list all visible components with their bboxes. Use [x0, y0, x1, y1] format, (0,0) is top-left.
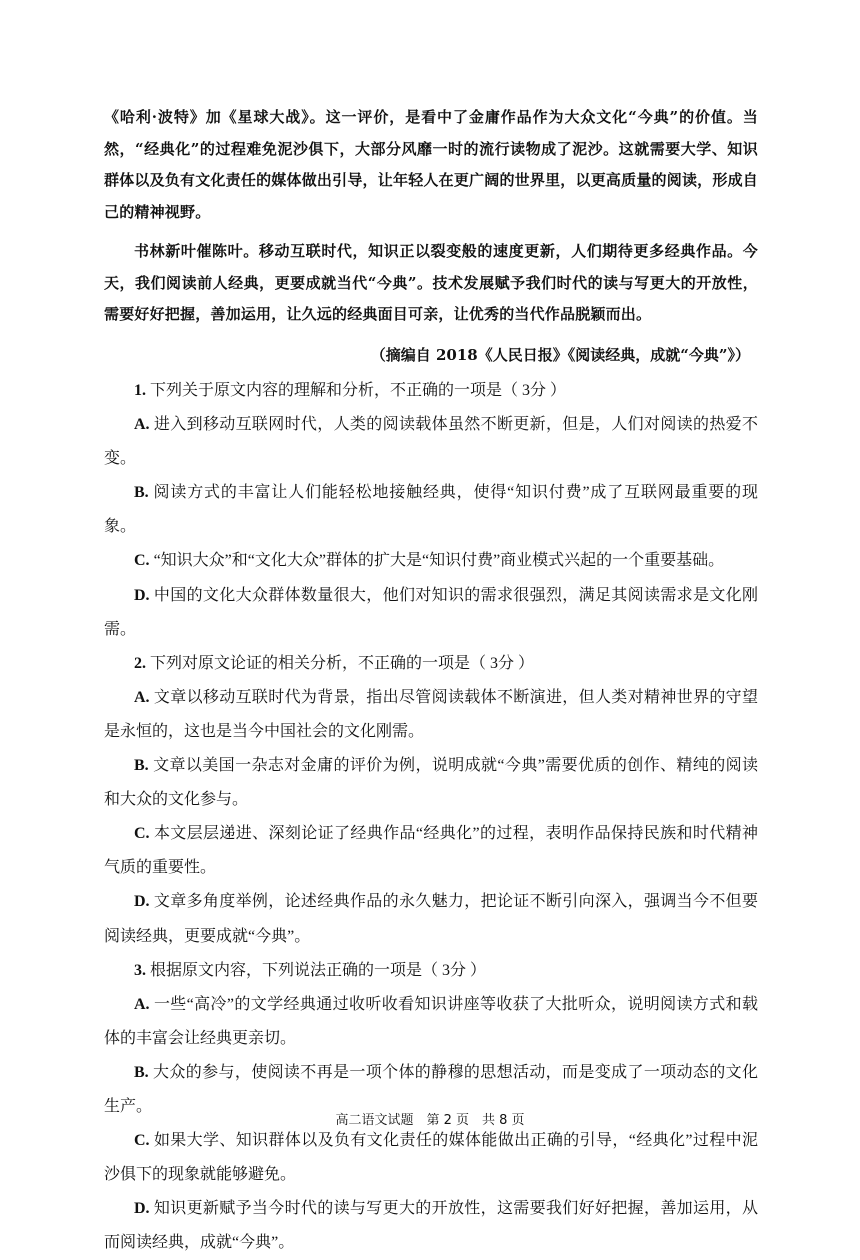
option-text: 中国的文化大众群体数量很大，他们对知识的需求很强烈，满足其阅读需求是文化刚需。: [104, 586, 758, 638]
option-label: C.: [134, 552, 150, 570]
option-text: 文章以美国一杂志对金庸的评价为例，说明成就“今典”需要优质的创作、精纯的阅读和大众的文化参与。: [104, 757, 758, 809]
option-label: A.: [134, 416, 150, 434]
option-label: B.: [134, 757, 149, 775]
question-text: 下列关于原文内容的理解和分析，不正确的一项是（ 3分 ）: [150, 382, 567, 399]
page-footer: 高二语文试题 第 2 页 共 8 页: [335, 1113, 525, 1128]
question-2-option-b: [104, 749, 758, 817]
option-label: D.: [134, 1200, 150, 1218]
option-label: B.: [134, 484, 149, 502]
question-number: 1.: [134, 382, 146, 399]
option-text: “知识大众”和“文化大众”群体的扩大是“知识付费”商业模式兴起的一个重要基础。: [153, 552, 725, 570]
question-1-option-c: [104, 544, 758, 578]
option-text: 知识更新赋予当今时代的读与写更大的开放性，这需要我们好好把握，善加运用，从而阅读经典，成就“今典”。: [104, 1200, 758, 1252]
option-text: 如果大学、知识群体以及负有文化责任的媒体能做出正确的引导，“经典化”过程中泥沙俱下的现象就能够避免。: [104, 1132, 758, 1184]
question-2-option-c: [104, 817, 758, 885]
option-text: 本文层层递进、深刻论证了经典作品“经典化”的过程，表明作品保持民族和时代精神气质的重要性。: [104, 825, 758, 877]
question-2-stem: [104, 647, 758, 681]
question-1-stem: [104, 374, 758, 408]
question-3-stem: [104, 954, 758, 988]
question-1-option-d: [104, 579, 758, 647]
option-label: D.: [134, 586, 150, 604]
option-label: C.: [134, 825, 150, 843]
question-1-option-b: [104, 476, 758, 544]
option-label: A.: [134, 688, 150, 706]
question-number: 2.: [134, 654, 146, 672]
question-text: 下列对原文论证的相关分析，不正确的一项是（ 3分 ）: [150, 654, 535, 672]
passage-paragraph-1: 《哈利·波特》加《星球大战》。这一评价，是看中了金庸作品作为大众文化“今典”的价值。当然，“经典化”的过程难免泥沙俱下，大部分风靡一时的流行读物成了泥沙。这就需要大学、知识群体以及负有文化责任的媒体做出引导，让年轻人在更广阔的世界里，以更高质量的阅读，形成自己的精神视野。: [104, 108, 758, 221]
question-number: 3.: [134, 961, 146, 979]
question-1-option-a: [104, 408, 758, 476]
option-label: B.: [134, 1063, 149, 1081]
passage-paragraph-2: 书林新叶催陈叶。移动互联时代，知识正以裂变般的速度更新，人们期待更多经典作品。今天，我们阅读前人经典，更要成就当代“今典”。技术发展赋予我们时代的读与写更大的开放性，需要好好把握，善加运用，让久远的经典面目可亲，让优秀的当代作品脱颖而出。: [104, 242, 758, 323]
question-text: 根据原文内容，下列说法正确的一项是（ 3分 ）: [150, 961, 487, 979]
option-text: 文章多角度举例，论述经典作品的永久魅力，把论证不断引向深入，强调当今不但要阅读经典，更要成就“今典”。: [104, 893, 758, 945]
question-2-option-a: [104, 681, 758, 749]
option-label: D.: [134, 893, 150, 911]
question-3-option-c: [104, 1124, 758, 1192]
option-text: 进入到移动互联网时代，人类的阅读载体虽然不断更新，但是，人们对阅读的热爱不变。: [104, 416, 758, 468]
passage-source-citation: （摘编自 2018《人民日报》《阅读经典，成就“今典”》）: [370, 346, 750, 364]
option-label: C.: [134, 1132, 150, 1150]
option-text: 一些“高冷”的文学经典通过收听收看知识讲座等收获了大批听众，说明阅读方式和载体的丰富会让经典更亲切。: [104, 995, 758, 1047]
question-3-option-a: [104, 988, 758, 1056]
question-2-option-d: [104, 885, 758, 953]
option-text: 阅读方式的丰富让人们能轻松地接触经典，使得“知识付费”成了互联网最重要的现象。: [104, 484, 758, 536]
question-3-option-d: [104, 1192, 758, 1260]
option-text: 文章以移动互联时代为背景，指出尽管阅读载体不断演进，但人类对精神世界的守望是永恒的，这也是当今中国社会的文化刚需。: [104, 688, 758, 740]
option-label: A.: [134, 995, 150, 1013]
option-text: 大众的参与，使阅读不再是一项个体的静穆的思想活动，而是变成了一项动态的文化生产。: [104, 1063, 759, 1115]
